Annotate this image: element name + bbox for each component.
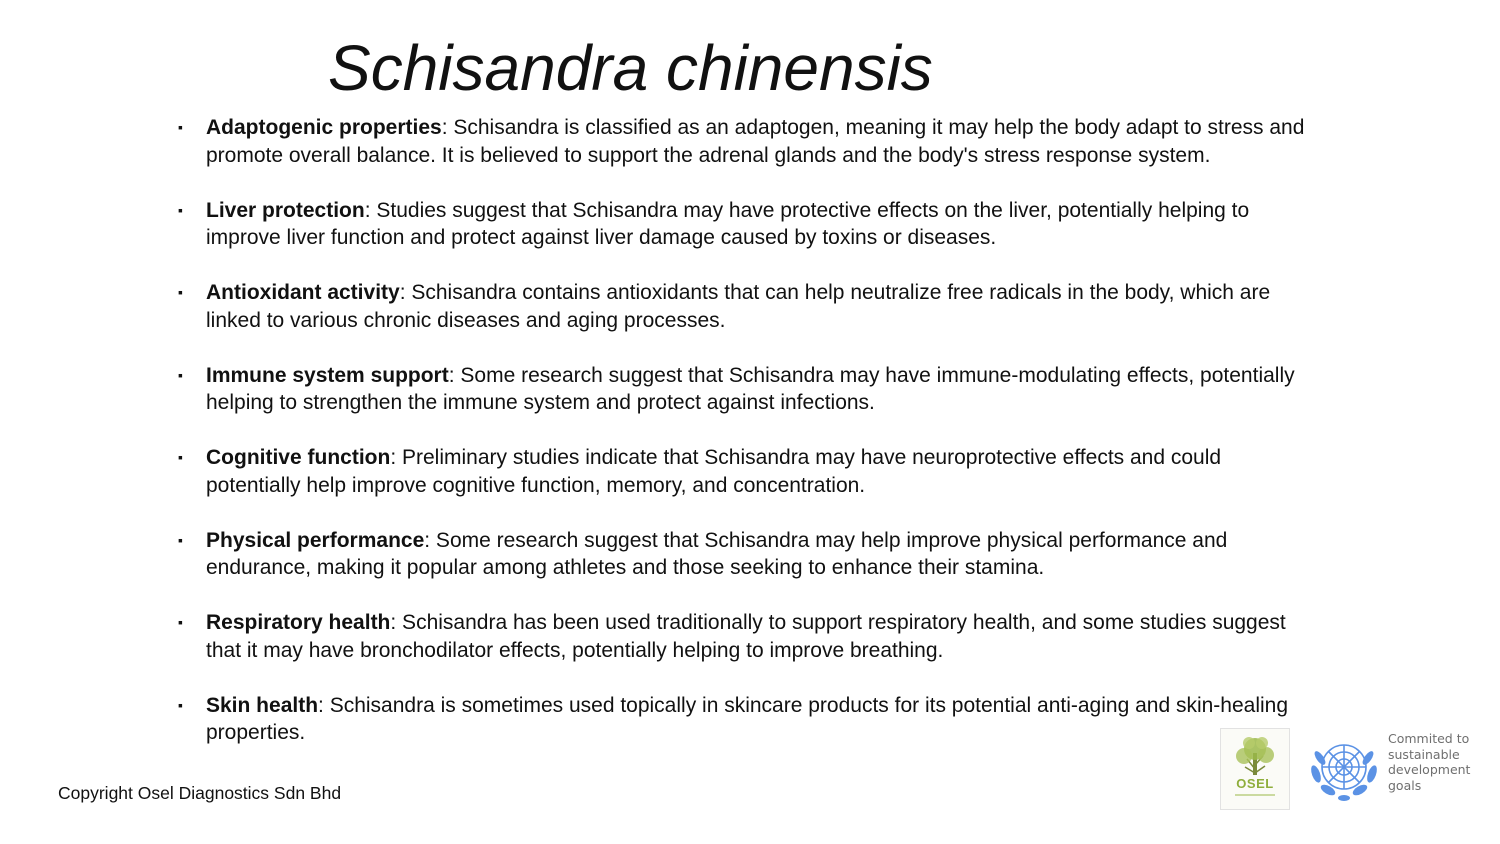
square-bullet-icon: ▪ [178,449,183,465]
bullet-item-respiratory [172,609,1312,664]
sdg-commitment-text [1388,731,1470,793]
copyright-notice: Copyright Osel Diagnostics Sdn Bhd [58,783,342,803]
bullet-text: : Preliminary studies indicate that Schisandra may have neuroprotective effects and could potentially help improve cognitive function, memory, and concentration. [206,446,1222,497]
osel-logo-text: OSEL [1236,776,1274,791]
bullet-text: : Some research suggest that Schisandra may help improve physical performance and endurance, making it popular among athletes and those seeking to enhance their stamina. [206,528,1228,579]
bullet-term: Respiratory health [206,611,391,634]
bullet-text: : Schisandra is classified as an adaptogen, meaning it may help the body adapt to stress and promote overall balance. It is believed to support the adrenal glands and the body's stress response system. [206,116,1305,167]
bullet-item-immune [172,362,1312,417]
square-bullet-icon: ▪ [178,366,183,383]
square-bullet-icon: ▪ [178,201,183,218]
square-bullet-icon: ▪ [178,119,183,135]
bullet-text: : Schisandra is sometimes used topically in skincare products for its potential anti-aging and skin-healing properties. [206,693,1289,744]
square-bullet-icon: ▪ [178,696,183,713]
bullet-term: Liver protection [206,198,365,222]
bullet-text: : Some research suggest that Schisandra may have immune-modulating effects, potentially helping to strengthen the immune system and protect against infections. [206,363,1295,414]
bullet-item-cognitive [172,444,1312,499]
bullet-term: Cognitive function [206,446,391,469]
bullet-item-adaptogenic [172,114,1312,169]
osel-logo [1220,728,1290,810]
bullet-term: Immune system support [206,363,449,387]
bullet-term: Skin health [206,693,319,717]
sdg-line: goals [1388,777,1422,793]
un-emblem-icon [1306,730,1382,804]
bullet-text: : Schisandra has been used traditionally to support respiratory health, and some studies suggest that it may have bronchodilator effects, potentially helping to improve breathing. [206,611,1286,662]
bullet-item-skin [172,692,1312,747]
bullet-list [172,114,1312,747]
square-bullet-icon: ▪ [178,614,183,630]
tree-logo-icon [1221,729,1289,809]
sdg-line: sustainable [1388,746,1460,762]
bullet-text: : Schisandra contains antioxidants that can help neutralize free radicals in the body, which are linked to various chronic diseases and aging processes. [206,281,1271,332]
sdg-line: development [1388,762,1471,777]
square-bullet-icon: ▪ [178,284,183,300]
bullet-term: Antioxidant activity [206,281,400,304]
bullet-item-liver [172,197,1312,252]
bullet-term: Physical performance [206,528,425,552]
bullet-term: Adaptogenic properties [206,116,442,139]
bullet-item-antioxidant [172,279,1312,334]
bullet-text: : Studies suggest that Schisandra may have protective effects on the liver, potentially helping to improve liver function and protect against liver damage caused by toxins or diseases. [206,198,1250,249]
bullet-item-physical [172,527,1312,582]
square-bullet-icon: ▪ [178,531,183,548]
sdg-line: Commited to [1388,731,1470,746]
slide-title: Schisandra chinensis [328,32,933,104]
